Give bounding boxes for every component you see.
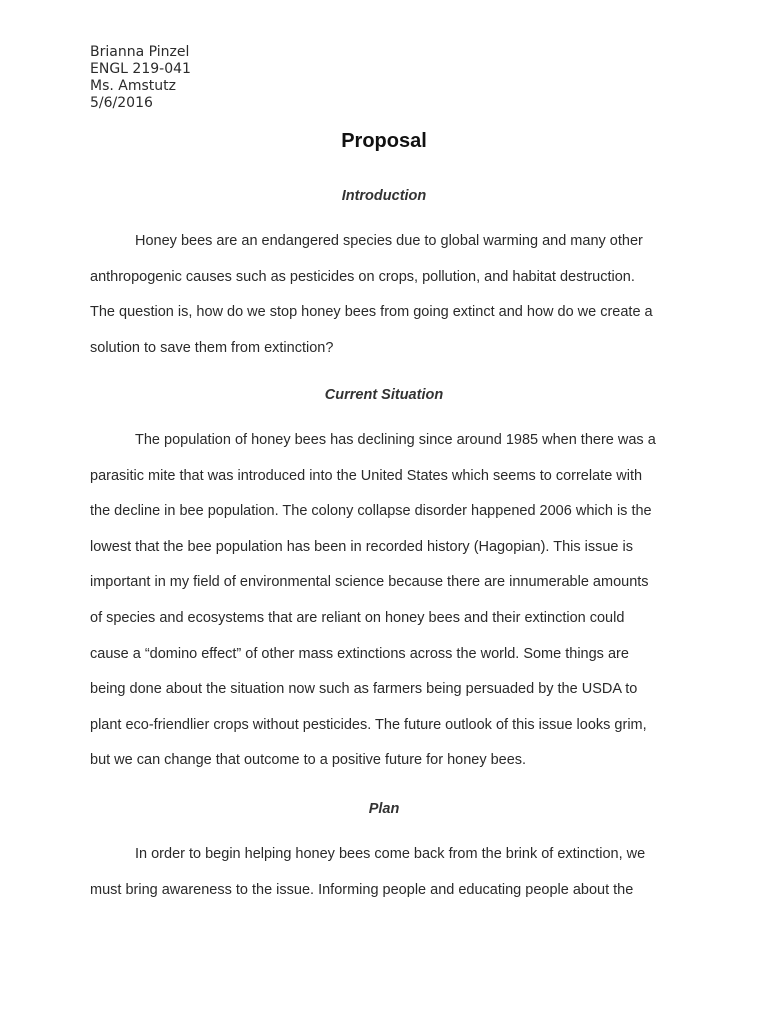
paragraph-current-situation: [90, 423, 680, 779]
document-date: 5/6/2016: [90, 95, 153, 111]
paragraph-line: Honey bees are an endangered species due to global warming and many other: [135, 233, 643, 249]
paragraph-line: must bring awareness to the issue. Informing people and educating people about the: [90, 881, 634, 898]
paragraph-line: parasitic mite that was introduced into the United States which seems to correlate with: [90, 467, 643, 484]
paragraph-introduction: [90, 224, 680, 366]
instructor-name: Ms. Amstutz: [90, 78, 176, 94]
document-title: Proposal: [341, 130, 427, 152]
paragraph-plan: [90, 837, 680, 908]
paragraph-line: important in my field of environmental science because there are innumerable amounts: [90, 574, 649, 591]
paragraph-line: solution to save them from extinction?: [90, 339, 334, 356]
paragraph-line: In order to begin helping honey bees come back from the brink of extinction, we: [135, 846, 646, 862]
paragraph-line: plant eco-friendlier crops without pesticides. The future outlook of this issue looks grim,: [90, 716, 647, 733]
section-heading-plan: Plan: [368, 801, 400, 817]
paragraph-line: The population of honey bees has declining since around 1985 when there was a: [135, 432, 656, 448]
paragraph-line: but we can change that outcome to a positive future for honey bees.: [90, 752, 527, 769]
paragraph-line: anthropogenic causes such as pesticides on crops, pollution, and habitat destruction.: [90, 268, 635, 285]
course-code: ENGL 219-041: [90, 61, 191, 77]
section-heading-current-situation: Current Situation: [324, 387, 444, 403]
paragraph-line: the decline in bee population. The colony collapse disorder happened 2006 which is the: [90, 503, 652, 520]
paragraph-line: The question is, how do we stop honey bees from going extinct and how do we create a: [90, 304, 653, 321]
section-heading-introduction: Introduction: [341, 188, 427, 204]
paragraph-line: of species and ecosystems that are reliant on honey bees and their extinction could: [90, 609, 625, 626]
document-header: [90, 44, 191, 112]
paragraph-line: being done about the situation now such as farmers being persuaded by the USDA to: [90, 681, 638, 698]
author-name: Brianna Pinzel: [90, 44, 190, 60]
paragraph-line: cause a “domino effect” of other mass extinctions across the world. Some things are: [90, 645, 629, 662]
paragraph-line: lowest that the bee population has been in recorded history (Hagopian). This issue is: [90, 538, 633, 555]
